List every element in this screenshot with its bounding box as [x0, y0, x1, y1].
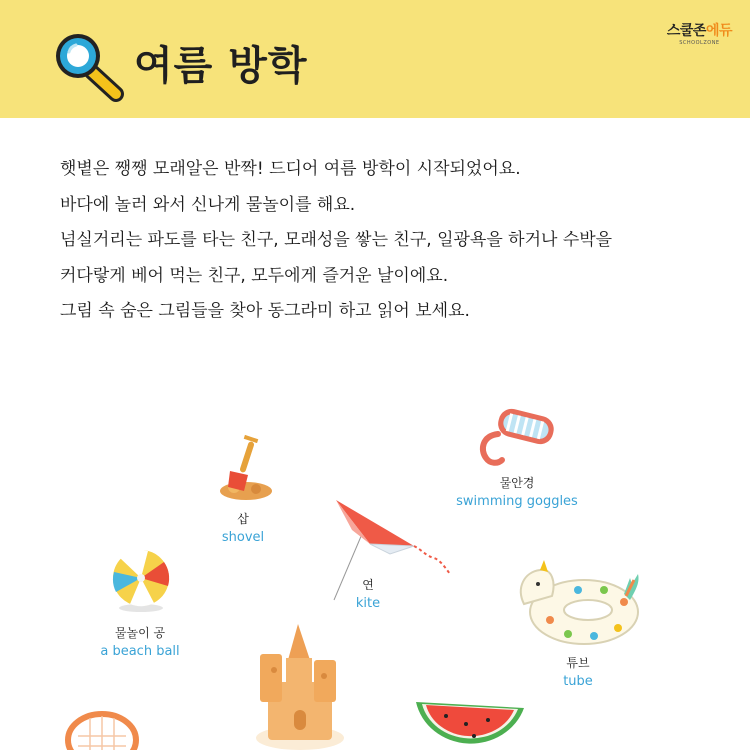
racket-image [62, 706, 152, 750]
tube-label: 튜브 tube [563, 656, 593, 689]
shovel-label: 삽 shovel [221, 512, 265, 545]
intro-line: 햇볕은 쨍쨍 모래알은 반짝! 드디어 여름 방학이 시작되었어요. [60, 159, 521, 179]
shovel-image [208, 435, 274, 503]
beach-ball-image [110, 548, 172, 614]
tube-image [512, 560, 642, 648]
intro-line: 커다랗게 베어 먹는 친구, 모두에게 즐거운 날이에요. [60, 265, 449, 286]
watermelon-image [412, 696, 528, 750]
intro-line: 그림 속 숨은 그림들을 찾아 동그라미 하고 읽어 보세요. [60, 301, 470, 321]
page-title: 여름 방학 [134, 43, 308, 89]
intro-line: 바다에 놀러 와서 신나게 물놀이를 해요. [60, 194, 356, 215]
intro-line: 넘실거리는 파도를 타는 친구, 모래성을 쌓는 친구, 일광욕을 하거나 수박을 [60, 230, 613, 250]
goggles-label: 물안경 swimming goggles [456, 476, 578, 509]
sandcastle-image [254, 620, 346, 750]
magnifier-icon [50, 28, 130, 104]
beach-ball-label: 물놀이 공 a beach ball [100, 626, 180, 659]
intro-text [60, 152, 730, 330]
brand-logo: 스쿨존에듀 SCHOOLZONE [666, 23, 732, 46]
kite-label: 연 kite [355, 578, 381, 611]
goggles-image [476, 404, 560, 466]
